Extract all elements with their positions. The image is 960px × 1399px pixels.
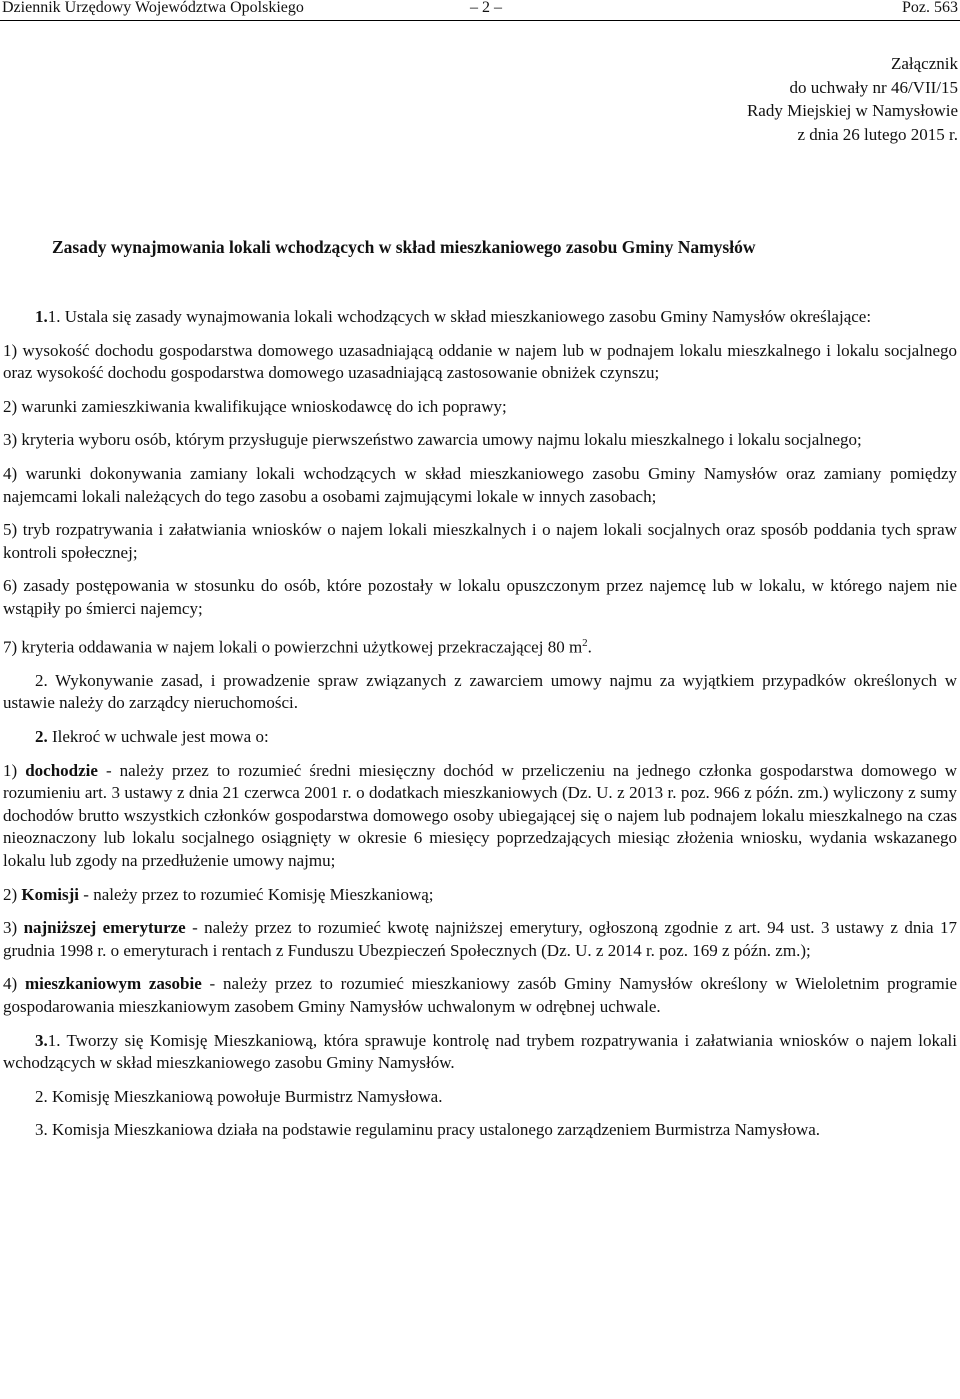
- section-3-paragraph-2: 2. Komisję Mieszkaniową powołuje Burmistrz Namysłowa.: [35, 1086, 443, 1106]
- definition-1-term: dochodzie: [25, 760, 98, 780]
- definition-3: [3, 917, 957, 962]
- list-item-5: 5) tryb rozpatrywania i załatwiania wniosków o najem lokali mieszkalnych i o najem lokali socjalnych oraz sposób poddania tych spraw kontroli społecznej;: [3, 520, 957, 562]
- definition-3-number: 3): [3, 918, 24, 938]
- annex-block: [747, 52, 958, 146]
- definition-2-text: - należy przez to rozumieć Komisję Mieszkaniową;: [79, 884, 434, 904]
- definition-3-term: najniższej emeryturze: [23, 918, 186, 938]
- definition-4-text: - należy przez to rozumieć mieszkaniowy zasób Gminy Namysłów określony w Wieloletnim programie gospodarowania mieszkaniowym zasobem Gminy Namysłów uchwalonym w odrębnej uchwale.: [3, 974, 958, 1016]
- section-3-paragraph-1: [3, 1030, 957, 1075]
- definition-2-number: 2): [3, 884, 22, 904]
- definition-4: [3, 973, 957, 1018]
- page-number: – 2 –: [470, 0, 502, 16]
- page-header: [0, 0, 960, 21]
- section-1-intro-text: Ustala się zasady wynajmowania lokali wchodzących w skład mieszkaniowego zasobu Gminy Namysłów określające:: [60, 307, 872, 326]
- section-1-paragraph-2: 2. Wykonywanie zasad, i prowadzenie spraw związanych z zawarciem umowy najmu za wyjątkiem przypadków określonych w ustawie należy do zarządcy nieruchomości.: [3, 670, 957, 713]
- section-1-sub: 1.: [47, 307, 61, 326]
- annex-resolution: do uchwały nr 46/VII/15: [789, 77, 958, 97]
- definition-4-number: 4): [3, 974, 25, 994]
- section-1-number: 1.: [35, 307, 48, 326]
- document-title: Zasady wynajmowania lokali wchodzących w skład mieszkaniowego zasobu Gminy Namysłów: [52, 237, 756, 257]
- definition-3-text: - należy przez to rozumieć kwotę najniższej emerytury, ogłoszoną zgodnie z art. 94 ust. 3 ustawy z dnia 17 grudnia 1998 r. o emeryturach i rentach z Funduszu Ubezpieczeń Społecznych (Dz. U. z 2014 r. poz. 169 z późn. zm.);: [3, 918, 957, 960]
- section-3-text: Tworzy się Komisję Mieszkaniową, która sprawuje kontrolę nad trybem rozpatrywania i załatwiania wniosków o najem lokali wchodzących w skład mieszkaniowego zasobu Gminy Namysłów.: [3, 1030, 957, 1073]
- definition-2: [3, 884, 957, 907]
- document-body: [3, 306, 957, 1153]
- list-item-1: 1) wysokość dochodu gospodarstwa domowego uzasadniającą oddanie w najem lub w podnajem lokalu mieszkalnego i lokalu socjalnego oraz wysokość dochodu gospodarstwa domowego uzasadniającą zastosowanie obniżek czynszu;: [3, 340, 957, 383]
- section-3-number: 3.: [35, 1030, 48, 1050]
- definition-4-term: mieszkaniowym zasobie: [24, 974, 202, 994]
- definition-1-number: 1): [3, 760, 26, 780]
- section-2-intro-text: Ilekroć w uchwale jest mowa o:: [47, 726, 269, 746]
- list-item-3: 3) kryteria wyboru osób, którym przysługuje pierwszeństwo zawarcia umowy najmu lokalu mieszkalnego i lokalu socjalnego;: [3, 430, 862, 450]
- definition-1: [3, 760, 957, 873]
- list-item-7-end: .: [587, 637, 592, 657]
- annex-council: Rady Miejskiej w Namysłowie: [746, 101, 958, 120]
- list-item-7-text: 7) kryteria oddawania w najem lokali o powierzchni użytkowej przekraczającej 80 m: [3, 637, 583, 657]
- section-3-paragraph-3: 3. Komisja Mieszkaniowa działa na podstawie regulaminu pracy ustalonego zarządzeniem Burmistrza Namysłowa.: [35, 1120, 821, 1140]
- annex-date: z dnia 26 lutego 2015 r.: [797, 124, 958, 144]
- journal-name: Dziennik Urzędowy Województwa Opolskiego: [2, 0, 304, 16]
- annex-label: Załącznik: [890, 54, 958, 73]
- list-item-7: [3, 632, 957, 659]
- superscript-2: 2: [582, 636, 588, 649]
- section-2-number: 2.: [35, 726, 48, 746]
- section-2-intro: [3, 726, 957, 749]
- definition-2-term: Komisji: [21, 884, 80, 904]
- list-item-4: 4) warunki dokonywania zamiany lokali wchodzących w skład mieszkaniowego zasobu Gminy Namysłów oraz zamiany pomiędzy najemcami lokali należących do tego zasobu a osobami zajmującymi lokale w innych zasobach;: [3, 463, 957, 506]
- list-item-6: 6) zasady postępowania w stosunku do osób, które pozostały w lokalu opuszczonym przez najemcę lub w lokalu, w którego najem nie wstąpiły po śmierci najemcy;: [3, 576, 957, 618]
- section-1-intro: [3, 306, 957, 329]
- definition-1-text: - należy przez to rozumieć średni miesięczny dochód w przeliczeniu na jednego członka gospodarstwa domowego w rozumieniu art. 3 ustawy z dnia 21 czerwca 2001 r. o dodatkach mieszkaniowych (Dz. U. z 2013 r. poz. 966 z późn. zm.) wyliczony z sumy dochodów brutto wszystkich członków gospodarstwa domowego osoby ubiegającej się o najem lub podnajem lokalu mieszkalnego na czas nieoznaczony lub lokalu socjalnego osiągnięty w okresie 6 miesięcy poprzedzających miesiąc złożenia wniosku, wydania wskazanego lokalu lub zgody na przedłużenie umowy najmu;: [3, 760, 957, 870]
- section-3-sub: 1.: [47, 1030, 61, 1050]
- list-item-2: 2) warunki zamieszkiwania kwalifikujące wnioskodawcę do ich poprawy;: [3, 396, 507, 416]
- position-number: Poz. 563: [902, 0, 958, 16]
